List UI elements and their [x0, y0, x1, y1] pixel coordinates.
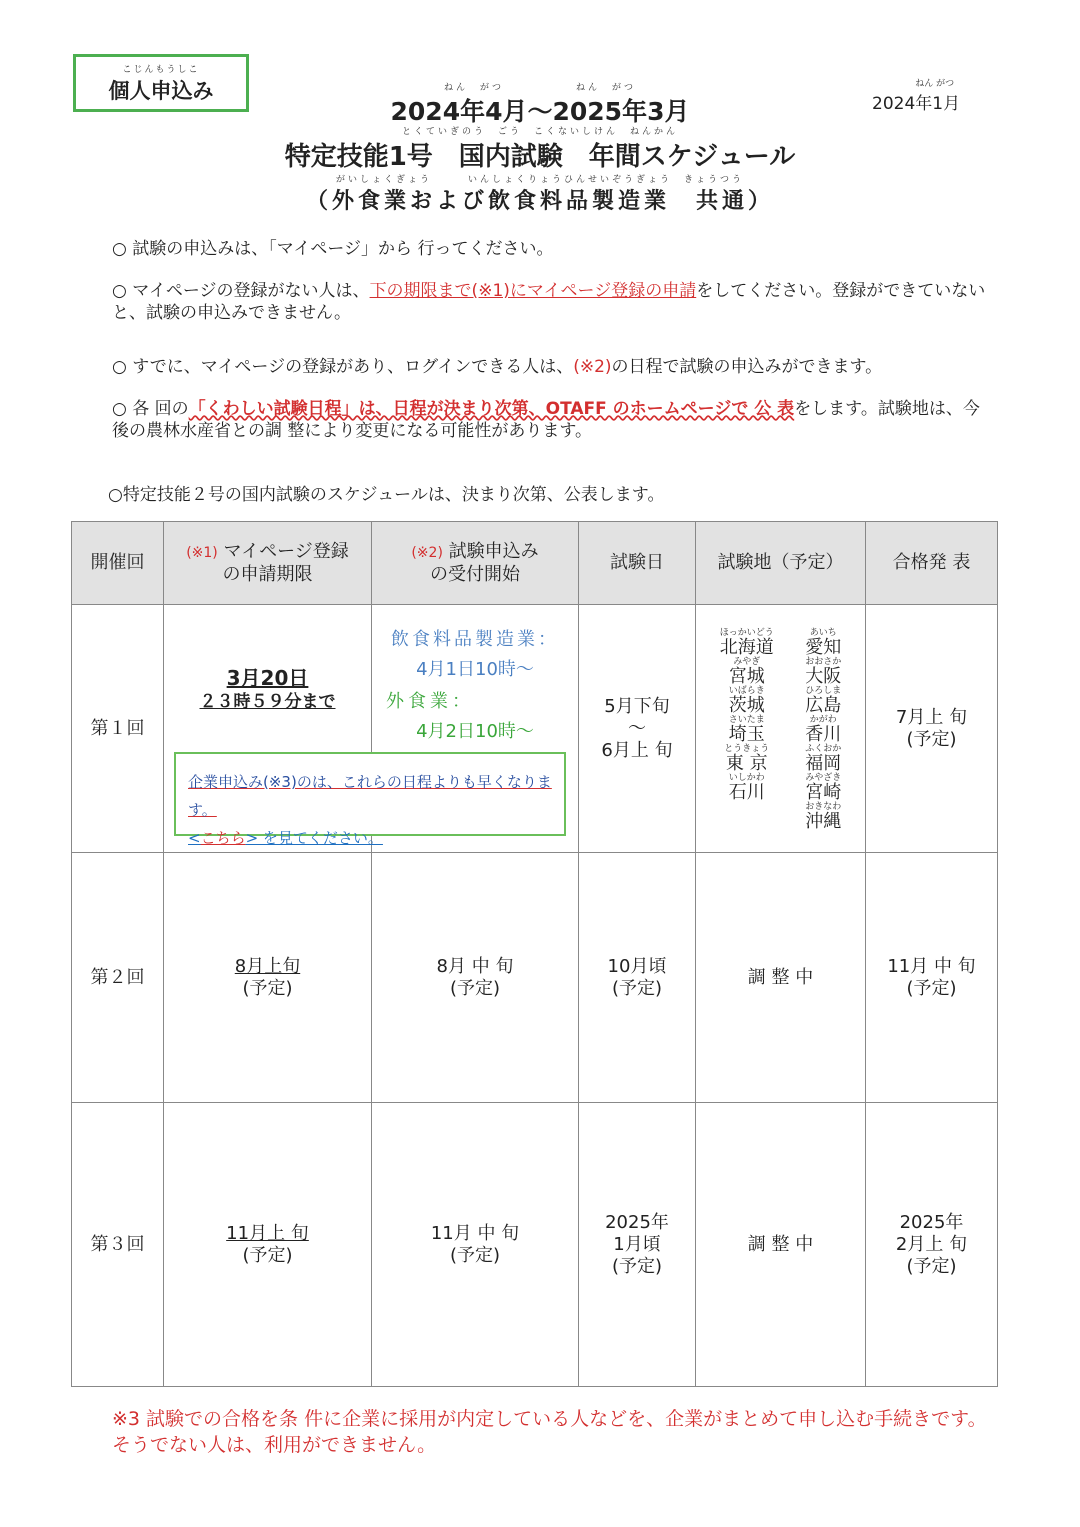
- note-3-red: (※2): [573, 357, 612, 377]
- city-ruby: さいたま: [728, 715, 765, 725]
- header-mypage-line1: マイページ登録: [223, 540, 349, 562]
- table-row: [72, 1103, 998, 1387]
- row3-exam-year: 2025年: [605, 1211, 669, 1233]
- header-apply-line1: 試験申込み: [448, 540, 539, 562]
- row3-site: 調 整 中: [696, 1103, 866, 1387]
- main-title: [0, 124, 1080, 173]
- note-4-red: 「くわしい試験日程」は、日程が決まり次第、OTAFF のホームページで 公 表: [188, 399, 795, 419]
- city-okinawa: 沖縄: [805, 811, 842, 832]
- city-ishikawa: 石川: [728, 782, 765, 803]
- row2-result: [866, 853, 998, 1103]
- row1-exam-end: 6月上 旬: [601, 739, 673, 761]
- city-ruby: とうきょう: [724, 744, 770, 754]
- corporate-here-link[interactable]: こちら: [200, 829, 246, 847]
- row3-mypage-date: 11月上 旬: [226, 1222, 309, 1244]
- issue-date-label: 2024年1月: [872, 94, 961, 114]
- row3-apply-date: 11月 中 旬: [430, 1222, 520, 1244]
- row2-result-note: (予定): [906, 977, 957, 999]
- row1-apply-food-date: 4月1日10時～: [416, 659, 534, 680]
- header-mypage: [164, 522, 372, 605]
- note-1: ○ 試験の申込みは、「マイページ」から 行ってください。: [112, 239, 554, 259]
- header-mypage-mark: (※1): [186, 544, 218, 561]
- period-text: 2024年4月～2025年3月: [390, 97, 690, 126]
- corporate-link-close: > を見てください。: [245, 829, 383, 847]
- row1-result-note: (予定): [906, 728, 957, 750]
- header-mypage-line2: の申請期限: [222, 563, 313, 585]
- note-4-a: ○ 各 回の: [112, 399, 189, 419]
- city-kagawa: 香川: [805, 724, 842, 745]
- note-4: [112, 398, 992, 442]
- row3-exam-note: (予定): [611, 1255, 663, 1277]
- row1-round: 第１回: [72, 605, 164, 853]
- city-ruby: ひろしま: [805, 686, 842, 696]
- city-osaka: 大阪: [805, 666, 842, 687]
- row1-exam-start: 5月下旬: [604, 695, 670, 717]
- note-3-a: ○ すでに、マイページの登録があり、ログインできる人は、: [112, 357, 574, 377]
- sub-title-text: （外食業および飲食料品製造業 共通）: [305, 189, 774, 214]
- table-header-row: [72, 522, 998, 605]
- row1-mypage-time: ２３時５９分まで: [199, 692, 336, 712]
- header-apply: [372, 522, 579, 605]
- corporate-note: 企業申込み(※3)のは、これらの日程よりも早くなります。: [188, 773, 552, 819]
- city-ruby: おおさか: [805, 657, 842, 667]
- row1-result-date: 7月上 旬: [895, 706, 968, 728]
- row2-mypage-date: 8月上旬: [234, 955, 301, 977]
- issue-date-ruby: ねん がつ: [915, 79, 955, 89]
- note-2: [112, 280, 992, 324]
- row3-result-year: 2025年: [899, 1211, 964, 1233]
- period-title: [0, 80, 1080, 128]
- city-ruby: あいち: [809, 628, 837, 638]
- row2-mypage-note: (予定): [242, 977, 293, 999]
- city-aichi: 愛知: [805, 637, 842, 658]
- city-miyagi: 宮城: [728, 666, 765, 687]
- city-ruby: ふくおか: [805, 744, 842, 754]
- row3-result-date: 2月上 旬: [895, 1233, 968, 1255]
- city-miyazaki: 宮崎: [805, 782, 842, 803]
- row2-round: 第２回: [72, 853, 164, 1103]
- row3-result: [866, 1103, 998, 1387]
- row1-result: [866, 605, 998, 853]
- row3-mypage-note: (予定): [242, 1244, 293, 1266]
- corporate-link-line: [188, 824, 552, 852]
- badge-ruby: こじんもうしこ: [122, 64, 200, 75]
- city-ruby: みやぎ: [733, 657, 761, 667]
- row3-round: 第３回: [72, 1103, 164, 1387]
- header-result: 合格発 表: [866, 522, 998, 605]
- row2-mypage: [164, 853, 372, 1103]
- row1-mypage-date: 3月20日: [226, 666, 309, 690]
- city-ibaraki: 茨城: [728, 695, 765, 716]
- note-4-b: をします。試験地は、今後の農林水産省との調 整により変更になる可能性があります。: [112, 399, 980, 441]
- row1-apply-rest-date: 4月2日10時～: [416, 721, 534, 742]
- city-hiroshima: 広島: [805, 695, 842, 716]
- row3-result-note: (予定): [906, 1255, 957, 1277]
- period-ruby: ねん がつ ねん がつ: [443, 83, 636, 93]
- cities-right: [805, 627, 841, 830]
- row1-apply-food-label: 飲食料品製造業：: [391, 629, 559, 650]
- header-site: 試験地（予定）: [696, 522, 866, 605]
- note-2-red: 下の期限まで(※1)にマイページ登録の申請: [369, 281, 697, 301]
- row1-site: [696, 605, 866, 853]
- city-ruby: みやざき: [805, 773, 842, 783]
- row3-apply: [372, 1103, 579, 1387]
- row2-apply-note: (予定): [449, 977, 501, 999]
- header-apply-line2: の受付開始: [430, 563, 520, 585]
- note-5: ○特定技能２号の国内試験のスケジュールは、決まり次第、公表します。: [108, 485, 665, 505]
- city-ruby: いばらき: [728, 686, 765, 696]
- schedule-table: [71, 521, 998, 1387]
- note-2-b: をしてください。登録ができていないと、試験の申込みできません。: [112, 281, 986, 323]
- main-title-text: 特定技能1号 国内試験 年間スケジュール: [284, 142, 796, 172]
- note-3-b: の日程で試験の申込みができます。: [611, 357, 883, 377]
- city-tokyo: 東 京: [725, 753, 768, 774]
- city-ruby: おきなわ: [805, 802, 842, 812]
- row2-apply-date: 8月 中 旬: [436, 955, 514, 977]
- cities-left: [720, 627, 774, 830]
- row1-apply-rest-label: 外食業：: [386, 691, 474, 712]
- row1-exam-tilde: ～: [628, 717, 646, 739]
- footnote: ※3 試験での合格を条 件に企業に採用が内定している人などを、企業がまとめて申し込む手続きです。そうでない人は、利用ができません。: [112, 1408, 987, 1456]
- table-row: [72, 853, 998, 1103]
- row2-site: 調 整 中: [696, 853, 866, 1103]
- city-saitama: 埼玉: [728, 724, 765, 745]
- city-ruby: かがわ: [809, 715, 837, 725]
- badge-label: 個人申込み: [108, 78, 214, 103]
- row3-exam: [579, 1103, 696, 1387]
- note-3: [112, 356, 992, 378]
- row2-exam: [579, 853, 696, 1103]
- row1-exam: [579, 605, 696, 853]
- note-2-a: ○ マイページの登録がない人は、: [112, 281, 370, 301]
- row3-exam-date: 1月頃: [613, 1233, 661, 1255]
- row2-exam-date: 10月頃: [607, 955, 667, 977]
- row2-exam-note: (予定): [611, 977, 663, 999]
- row3-mypage: [164, 1103, 372, 1387]
- sub-title: [0, 172, 1080, 215]
- corporate-link-open: <: [188, 829, 201, 847]
- header-exam: 試験日: [579, 522, 696, 605]
- city-ruby: いしかわ: [728, 773, 765, 783]
- header-round: 開催回: [72, 522, 164, 605]
- main-title-ruby: とくていぎのう ごう こくないしけん ねんかん: [401, 127, 678, 137]
- corporate-application-box: [174, 752, 566, 847]
- row2-apply: [372, 853, 579, 1103]
- city-fukuoka: 福岡: [805, 753, 842, 774]
- header-apply-mark: (※2): [411, 544, 443, 561]
- row3-apply-note: (予定): [449, 1244, 501, 1266]
- city-hokkaido: 北海道: [719, 637, 774, 658]
- sub-title-ruby: がいしょくぎょう いんしょくりょうひんせいぞうぎょう きょうつう: [335, 175, 744, 185]
- city-ruby: ほっかいどう: [719, 628, 774, 638]
- row2-result-date: 11月 中 旬: [887, 955, 976, 977]
